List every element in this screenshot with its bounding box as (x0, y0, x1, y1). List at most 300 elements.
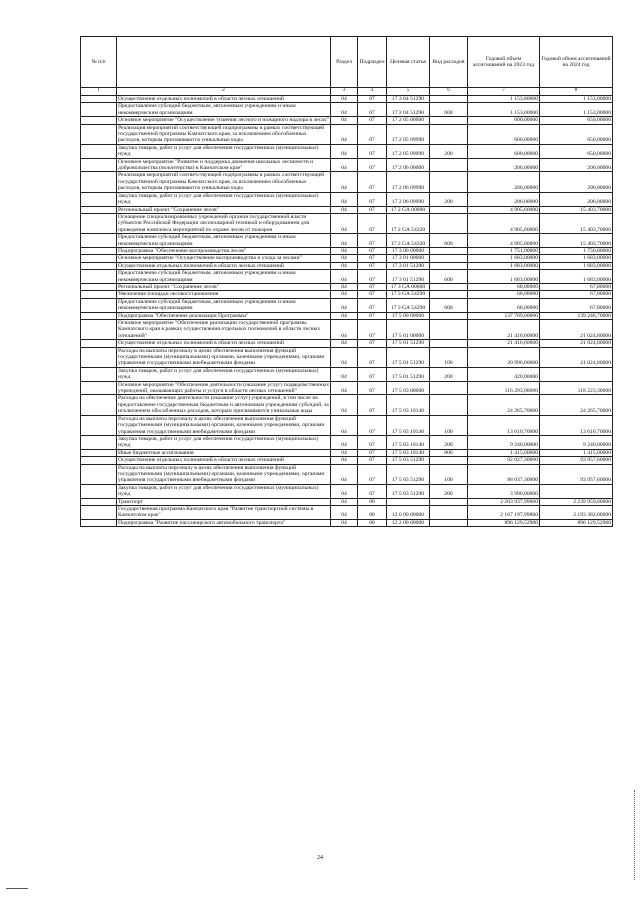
column-number: 7 (468, 88, 540, 96)
amount-2023-cell: 420,00000 (468, 367, 540, 381)
table-row (81, 498, 613, 505)
podrazdel-cell: 07 (358, 96, 387, 103)
expense-type-cell (430, 255, 468, 262)
podrazdel-cell: 07 (358, 213, 387, 233)
table-row (81, 262, 613, 269)
amount-2024-cell: 896 129,52900 (540, 519, 613, 526)
amount-2024-cell: 2 239 959,60000 (540, 498, 613, 505)
amount-2023-cell: 68,00000 (468, 291, 540, 298)
amount-2023-cell: 68,00000 (468, 298, 540, 312)
table-row (81, 117, 613, 124)
column-number: 8 (540, 88, 613, 96)
line-item-name: Осуществление отдельных полномочий в области лесных отношений (117, 457, 331, 464)
razdel-cell: 04 (331, 213, 358, 233)
header-num: № п/п (81, 37, 117, 88)
target-article-cell: 17 3 GA 54290 (387, 298, 430, 312)
amount-2023-cell: 4 905,60000 (468, 234, 540, 248)
razdel-cell: 04 (331, 103, 358, 117)
amount-2023-cell: 24 265,70000 (468, 395, 540, 415)
target-article-cell: 17 3 00 00000 (387, 247, 430, 254)
razdel-cell: 04 (331, 381, 358, 395)
amount-2024-cell: 139 248,70000 (540, 312, 613, 319)
line-item-name: Иные бюджетные ассигнования (117, 449, 331, 456)
razdel-cell: 04 (331, 158, 358, 172)
amount-2023-cell: 116 293,00000 (468, 381, 540, 395)
line-item-name: Закупка товаров, работ и услуг для обеспечения государственных (муниципальных) нужд (117, 192, 331, 206)
row-number-cell (81, 435, 117, 449)
expense-type-cell (430, 519, 468, 526)
header-razdel: Раздел (331, 37, 358, 88)
table-row (81, 103, 613, 117)
razdel-cell: 04 (331, 283, 358, 290)
amount-2023-cell: 1 751,00000 (468, 247, 540, 254)
table-row (81, 172, 613, 192)
podrazdel-cell: 07 (358, 347, 387, 367)
amount-2023-cell: 88 037,30000 (468, 464, 540, 484)
amount-2024-cell: 650,00000 (540, 144, 613, 158)
amount-2024-cell: 21 024,80000 (540, 320, 613, 340)
amount-2023-cell: 4 905,60000 (468, 206, 540, 213)
expense-type-cell: 600 (430, 298, 468, 312)
expense-type-cell (430, 291, 468, 298)
header-expense-type: Вид расходов (430, 37, 468, 88)
row-number-cell (81, 144, 117, 158)
target-article-cell: 17 3 GA 54290 (387, 291, 430, 298)
target-article-cell: 17 5 01 51290 (387, 347, 430, 367)
podrazdel-cell: 07 (358, 320, 387, 340)
razdel-cell: 04 (331, 340, 358, 347)
expense-type-cell (430, 381, 468, 395)
amount-2023-cell: 1 153,00000 (468, 103, 540, 117)
podrazdel-cell: 07 (358, 298, 387, 312)
row-number-cell (81, 505, 117, 519)
table-row (81, 457, 613, 464)
budget-table-sheet (80, 36, 612, 527)
expense-type-cell (430, 206, 468, 213)
table-row (81, 320, 613, 340)
podrazdel-cell: 07 (358, 124, 387, 144)
podrazdel-cell: 07 (358, 262, 387, 269)
amount-2024-cell: 15 403,70000 (540, 213, 613, 233)
line-item-name: Осуществление отдельных полномочий в области лесных отношений (117, 340, 331, 347)
row-number-cell (81, 206, 117, 213)
line-item-name: Подпрограмма "Развитие пассажирского автомобильного транспорта" (117, 519, 331, 526)
expense-type-cell (430, 262, 468, 269)
expense-type-cell: 100 (430, 347, 468, 367)
amount-2023-cell: 4 905,60000 (468, 213, 540, 233)
row-number-cell (81, 172, 117, 192)
expense-type-cell: 600 (430, 103, 468, 117)
podrazdel-cell: 07 (358, 117, 387, 124)
podrazdel-cell: 07 (358, 283, 387, 290)
target-article-cell: 17 2 06 09990 (387, 192, 430, 206)
target-article-cell: 17 5 01 51290 (387, 367, 430, 381)
row-number-cell (81, 367, 117, 381)
amount-2023-cell: 1 683,00000 (468, 262, 540, 269)
razdel-cell: 04 (331, 435, 358, 449)
expense-type-cell: 200 (430, 144, 468, 158)
podrazdel-cell: 07 (358, 158, 387, 172)
razdel-cell: 04 (331, 347, 358, 367)
target-article-cell: 17 2 05 09990 (387, 144, 430, 158)
row-number-cell (81, 347, 117, 367)
expense-type-cell (430, 505, 468, 519)
line-item-name: Закупка товаров, работ и услуг для обеспечения государственных (муниципальных) нужд (117, 435, 331, 449)
line-item-name: Расходы на обеспечение деятельности (оказание услуг) учреждений, в том числе на предоставление государственным бюджетным и автономным учреждениям субсидий, за исключением обособленных расходов, которым присваиваются уникальные коды (118, 395, 329, 415)
target-article-cell: 17 2 04 51290 (387, 103, 430, 117)
amount-2024-cell: 21 024,80000 (540, 340, 613, 347)
target-article-cell: 17 3 01 51290 (387, 270, 430, 284)
line-item-name: Предоставление субсидий бюджетным, автономным учреждениям и иным некоммерческим организациям (117, 298, 331, 312)
amount-2023-cell: 1 415,00000 (468, 449, 540, 456)
row-number-cell (81, 298, 117, 312)
table-row (81, 291, 613, 298)
expense-type-cell (430, 498, 468, 505)
expense-type-cell: 100 (430, 464, 468, 484)
amount-2023-cell: 3 990,00000 (468, 484, 540, 498)
amount-2024-cell: 9 240,00000 (540, 435, 613, 449)
amount-2024-cell: 206,00000 (540, 158, 613, 172)
table-row (81, 519, 613, 526)
table-row (81, 298, 613, 312)
row-number-cell (81, 247, 117, 254)
margin-mark (634, 790, 636, 880)
expense-type-cell: 200 (430, 484, 468, 498)
expense-type-cell (430, 247, 468, 254)
row-number-cell (81, 484, 117, 498)
row-number-cell (81, 158, 117, 172)
target-article-cell: 17 2 05 00000 (387, 117, 430, 124)
row-number-cell (81, 415, 117, 435)
expense-type-cell (430, 172, 468, 192)
amount-2023-cell: 600,00000 (468, 117, 540, 124)
row-number-cell (81, 320, 117, 340)
amount-2023-cell: 2 203 937,99860 (468, 498, 540, 505)
podrazdel-cell: 07 (358, 381, 387, 395)
table-row (81, 144, 613, 158)
razdel-cell: 04 (331, 457, 358, 464)
podrazdel-cell: 07 (358, 247, 387, 254)
row-number-cell (81, 312, 117, 319)
amount-2024-cell: 650,00000 (540, 117, 613, 124)
razdel-cell: 04 (331, 270, 358, 284)
razdel-cell: 04 (331, 415, 358, 435)
row-number-cell (81, 291, 117, 298)
table-row (81, 415, 613, 435)
target-article-cell: 17 3 GA 00000 (387, 283, 430, 290)
podrazdel-cell: 07 (358, 449, 387, 456)
amount-2023-cell: 206,00000 (468, 158, 540, 172)
amount-2024-cell: 1 750,80000 (540, 247, 613, 254)
line-item-name: Осуществление отдельных полномочий в области лесных отношений (117, 96, 331, 103)
target-article-cell: 17 5 03 10140 (387, 449, 430, 456)
razdel-cell: 04 (331, 144, 358, 158)
podrazdel-cell: 07 (358, 206, 387, 213)
amount-2023-cell: 20 996,60000 (468, 347, 540, 367)
line-item-name: Подпрограмма "Обеспечение воспроизводства лесов" (117, 247, 331, 254)
target-article-cell: 17 5 03 00000 (387, 381, 430, 395)
expense-type-cell (430, 158, 468, 172)
column-number: 6 (430, 88, 468, 96)
row-number-cell (81, 464, 117, 484)
table-row (81, 213, 613, 233)
line-item-name: Основное мероприятие "Развитие и поддержка движения школьных лесничеств и добровольчества (волонтерства) в Камчатском крае" (117, 158, 331, 172)
target-article-cell: 17 2 06 00000 (387, 158, 430, 172)
razdel-cell: 04 (331, 172, 358, 192)
amount-2023-cell: 206,00000 (468, 172, 540, 192)
amount-2023-cell: 137 709,60000 (468, 312, 540, 319)
podrazdel-cell: 07 (358, 312, 387, 319)
razdel-cell: 04 (331, 505, 358, 519)
razdel-cell: 04 (331, 464, 358, 484)
amount-2023-cell: 896 129,52900 (468, 519, 540, 526)
target-article-cell: 17 2 GA 54320 (387, 234, 430, 248)
expense-type-cell (430, 312, 468, 319)
margin-mark (6, 888, 28, 889)
razdel-cell: 04 (331, 519, 358, 526)
amount-2024-cell: 650,00000 (540, 124, 613, 144)
expense-type-cell: 100 (430, 415, 468, 435)
target-article-cell: 17 2 06 09990 (387, 172, 430, 192)
header-name (117, 37, 331, 88)
row-number-cell (81, 124, 117, 144)
razdel-cell: 04 (331, 291, 358, 298)
amount-2023-cell: 600,00000 (468, 144, 540, 158)
expense-type-cell: 600 (430, 234, 468, 248)
target-article-cell: 12 2 00 00000 (387, 519, 430, 526)
podrazdel-cell: 07 (358, 255, 387, 262)
amount-2023-cell: 21 416,60000 (468, 340, 540, 347)
row-number-cell (81, 103, 117, 117)
header-target-article: Целевая статья (387, 37, 430, 88)
razdel-cell: 04 (331, 117, 358, 124)
table-row (81, 124, 613, 144)
line-item-name: Основное мероприятие "Обеспечение деятельности (оказание услуг) подведомственных учреждений, оказывающих работы и услуги в области лесных отношений" (118, 381, 329, 395)
line-item-name: Закупка товаров, работ и услуг для обеспечения государственных (муниципальных) нужд (117, 484, 331, 498)
podrazdel-cell: 07 (358, 457, 387, 464)
table-row (81, 234, 613, 248)
razdel-cell: 04 (331, 262, 358, 269)
amount-2024-cell: 15 403,70000 (540, 234, 613, 248)
column-number-row (81, 88, 613, 96)
amount-2024-cell: 13 610,70000 (540, 415, 613, 435)
expense-type-cell (430, 96, 468, 103)
razdel-cell: 04 (331, 96, 358, 103)
target-article-cell: 17 2 GA 00000 (387, 206, 430, 213)
podrazdel-cell: 07 (358, 103, 387, 117)
podrazdel-cell: 08 (358, 519, 387, 526)
target-article-cell: 17 5 01 00000 (387, 320, 430, 340)
budget-table (80, 36, 613, 527)
amount-2024-cell: 2 193 382,60000 (540, 505, 613, 519)
podrazdel-cell: 07 (358, 192, 387, 206)
header-volume-2024: Годовой объем ассигнований на 2024 год (540, 37, 613, 88)
table-row (81, 505, 613, 519)
line-item-name: Предоставление субсидий бюджетным, автономным учреждениям и иным некоммерческим организациям (117, 234, 331, 248)
podrazdel-cell: 07 (358, 484, 387, 498)
table-row (81, 255, 613, 262)
amount-2024-cell: 21 024,80000 (540, 347, 613, 367)
row-number-cell (81, 340, 117, 347)
line-item-name: Государственная программа Камчатского края "Развитие транспортной системы в Камчатском крае" (117, 505, 331, 519)
table-header-row (81, 37, 613, 88)
column-number: 4 (358, 88, 387, 96)
table-row (81, 312, 613, 319)
target-article-cell: 17 5 03 51290 (387, 464, 430, 484)
row-number-cell (81, 96, 117, 103)
line-item-name: Расходы на выплаты персоналу в целях обеспечения выполнения функций государственными (муниципальными) органами, казенными учреждениями, органами управления государственными внебюджетными фондами (117, 464, 331, 484)
amount-2024-cell: 67,80000 (540, 298, 613, 312)
razdel-cell: 04 (331, 192, 358, 206)
target-article-cell (387, 498, 430, 505)
expense-type-cell: 200 (430, 435, 468, 449)
target-article-cell: 17 5 00 00000 (387, 312, 430, 319)
table-row (81, 340, 613, 347)
razdel-cell: 04 (331, 247, 358, 254)
line-item-name: Региональный проект "Сохранение лесов" (117, 206, 331, 213)
podrazdel-cell: 07 (358, 291, 387, 298)
line-item-name: Реализация мероприятий соответствующей подпрограммы в рамках соответствующей государственной программы Камчатского края, за исключением обособленных расходов, которым присваиваются уникальные коды (117, 124, 331, 144)
podrazdel-cell: 08 (358, 505, 387, 519)
amount-2023-cell: 92 027,30000 (468, 457, 540, 464)
expense-type-cell (430, 124, 468, 144)
table-row (81, 158, 613, 172)
line-item-name: Реализация мероприятий соответствующей подпрограммы в рамках соответствующей государственной программы Камчатского края, за исключением обособленных расходов, которым присваиваются уникальные коды (117, 172, 331, 192)
expense-type-cell: 800 (430, 449, 468, 456)
amount-2023-cell: 600,00000 (468, 124, 540, 144)
amount-2023-cell: 21 416,60000 (468, 320, 540, 340)
expense-type-cell: 200 (430, 192, 468, 206)
amount-2023-cell: 68,00000 (468, 283, 540, 290)
table-body (81, 96, 613, 527)
target-article-cell: 17 3 01 00000 (387, 255, 430, 262)
table-row (81, 464, 613, 484)
razdel-cell: 04 (331, 484, 358, 498)
line-item-name: Основное мероприятие "Осуществление воспроизводства и ухода за лесами" (117, 255, 331, 262)
amount-2024-cell: 1 683,00000 (540, 270, 613, 284)
line-item-name: Основное мероприятие "Осуществление тушения лесного и пожарного надзора в лесах" (118, 117, 329, 124)
amount-2023-cell: 9 240,00000 (468, 435, 540, 449)
podrazdel-cell: 07 (358, 435, 387, 449)
table-row (81, 206, 613, 213)
target-article-cell: 17 5 03 10140 (387, 435, 430, 449)
podrazdel-cell: 07 (358, 172, 387, 192)
line-item-name: Закупка товаров, работ и услуг для обеспечения государственных (муниципальных) нужд (117, 144, 331, 158)
amount-2024-cell: 93 957,60000 (540, 457, 613, 464)
amount-2024-cell: 67,80000 (540, 283, 613, 290)
razdel-cell: 04 (331, 206, 358, 213)
expense-type-cell (430, 213, 468, 233)
line-item-name: Региональный проект "Сохранение лесов" (117, 283, 331, 290)
podrazdel-cell: 07 (358, 234, 387, 248)
page-number: 24 (317, 855, 323, 861)
table-row (81, 435, 613, 449)
razdel-cell: 04 (331, 298, 358, 312)
line-item-name: Предоставление субсидий бюджетным, автономным учреждениям и иным некоммерческим организациям (117, 270, 331, 284)
row-number-cell (81, 262, 117, 269)
amount-2023-cell: 13 610,70000 (468, 415, 540, 435)
razdel-cell: 04 (331, 395, 358, 415)
row-number-cell (81, 519, 117, 526)
amount-2023-cell: 206,00000 (468, 192, 540, 206)
amount-2023-cell: 1 153,80000 (468, 96, 540, 103)
line-item-name: Расходы на выплаты персоналу в целях обеспечения выполнения функций государственными (муниципальными) органами, казенными учреждениями, органами управления государственными внебюджетными фондами (117, 347, 331, 367)
table-row (81, 96, 613, 103)
amount-2024-cell: 24 265,70000 (540, 395, 613, 415)
amount-2024-cell: 1 683,00000 (540, 255, 613, 262)
target-article-cell: 17 3 01 51290 (387, 262, 430, 269)
line-item-name: Увеличение площади лесовосстановления (117, 291, 331, 298)
target-article-cell: 17 5 03 10140 (387, 415, 430, 435)
row-number-cell (81, 213, 117, 233)
line-item-name: Подпрограмма "Обеспечение реализации Программы" (117, 312, 331, 319)
row-number-cell (81, 255, 117, 262)
amount-2024-cell: 1 153,00000 (540, 96, 613, 103)
expense-type-cell (430, 340, 468, 347)
target-article-cell: 17 2 GA 54320 (387, 213, 430, 233)
row-number-cell (81, 498, 117, 505)
column-number: 5 (387, 88, 430, 96)
podrazdel-cell: 07 (358, 270, 387, 284)
expense-type-cell (430, 283, 468, 290)
amount-2024-cell: 206,00000 (540, 192, 613, 206)
podrazdel-cell: 08 (358, 498, 387, 505)
amount-2023-cell: 1 683,00000 (468, 255, 540, 262)
amount-2024-cell: 67,80000 (540, 291, 613, 298)
table-row (81, 484, 613, 498)
column-number: 2 (117, 88, 331, 96)
expense-type-cell (430, 395, 468, 415)
expense-type-cell: 600 (430, 270, 468, 284)
table-row (81, 395, 613, 415)
amount-2024-cell: 1 153,00000 (540, 103, 613, 117)
table-row (81, 449, 613, 456)
razdel-cell: 04 (331, 124, 358, 144)
row-number-cell (81, 234, 117, 248)
amount-2024-cell: 93 957,60000 (540, 464, 613, 484)
line-item-name: Осуществление отдельных полномочий в области лесных отношений (117, 262, 331, 269)
line-item-name: Транспорт (117, 498, 331, 505)
table-row (81, 247, 613, 254)
target-article-cell: 12 0 00 00000 (387, 505, 430, 519)
target-article-cell: 17 2 04 51290 (387, 96, 430, 103)
header-volume-2023: Годовой объем ассигнований на 2023 год (468, 37, 540, 88)
row-number-cell (81, 192, 117, 206)
podrazdel-cell: 07 (358, 144, 387, 158)
table-row (81, 283, 613, 290)
expense-type-cell (430, 457, 468, 464)
podrazdel-cell: 07 (358, 367, 387, 381)
expense-type-cell (430, 117, 468, 124)
expense-type-cell (430, 320, 468, 340)
razdel-cell: 04 (331, 449, 358, 456)
amount-2024-cell: 118 223,30000 (540, 381, 613, 395)
table-row (81, 270, 613, 284)
razdel-cell: 04 (331, 234, 358, 248)
row-number-cell (81, 457, 117, 464)
column-number: 3 (331, 88, 358, 96)
amount-2024-cell (540, 484, 613, 498)
table-row (81, 347, 613, 367)
podrazdel-cell: 07 (358, 415, 387, 435)
line-item-name: Оснащение специализированных учреждений органов государственной власти субъектов Российской Федерации лесопожарной техникой и оборудованием для проведения комплекса мероприятий по охране лесов от пожаров (117, 213, 331, 233)
target-article-cell: 17 5 03 51290 (387, 484, 430, 498)
razdel-cell: 04 (331, 255, 358, 262)
column-number: 1 (81, 88, 117, 96)
razdel-cell: 04 (331, 312, 358, 319)
line-item-name: Предоставление субсидий бюджетным, автономным учреждениям и иным некоммерческим организациям (117, 103, 331, 117)
row-number-cell (81, 395, 117, 415)
